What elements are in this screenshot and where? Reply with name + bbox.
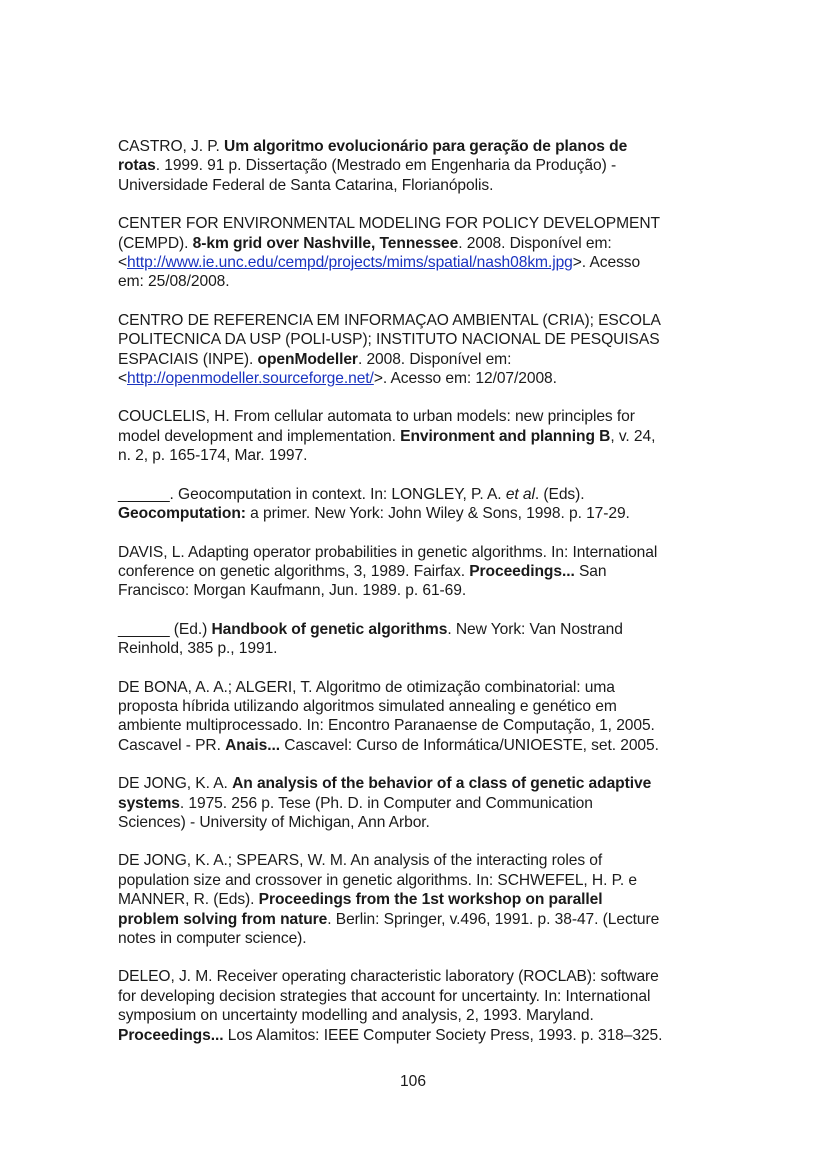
reference-entry (118, 678, 718, 756)
reference-text: conference on genetic algorithms, 3, 1989. Fairfax. (118, 562, 470, 580)
reference-entry (118, 311, 718, 389)
bold-title: problem solving from nature (118, 910, 328, 928)
reference-line (118, 929, 718, 948)
reference-line (118, 253, 718, 272)
reference-line (118, 427, 718, 446)
reference-text: . 2008. Disponível em: (357, 350, 512, 368)
bold-title: Geocomputation: (118, 505, 246, 523)
reference-line (118, 890, 718, 909)
reference-text: MANNER, R. (Eds). (118, 891, 259, 909)
reference-text: Sciences) - University of Michigan, Ann Arbor. (118, 813, 430, 831)
bold-title: openModeller (257, 350, 358, 368)
reference-text: for developing decision strategies that account for uncertainty. In: International (118, 987, 651, 1005)
page-number: 106 (399, 1073, 427, 1090)
bold-title: Environment and planning B (400, 427, 611, 445)
reference-entry (118, 137, 718, 195)
bold-title: Proceedings... (469, 562, 575, 580)
reference-text: DELEO, J. M. Receiver operating characteristic laboratory (ROCLAB): software (118, 968, 659, 986)
reference-entry (118, 851, 718, 948)
reference-line (118, 214, 718, 233)
reference-text: CENTER FOR ENVIRONMENTAL MODELING FOR POLICY DEVELOPMENT (118, 215, 660, 233)
reference-line (118, 350, 718, 369)
reference-text: , v. 24, (610, 427, 656, 445)
reference-entry (118, 967, 718, 1045)
bold-title: rotas (118, 157, 156, 175)
reference-line (118, 678, 718, 697)
reference-text: Reinhold, 385 p., 1991. (118, 640, 278, 658)
reference-text: < (118, 254, 128, 272)
reference-line (118, 716, 718, 735)
bold-title: systems (118, 794, 180, 812)
reference-text: . 1975. 256 p. Tese (Ph. D. in Computer and Communication (179, 794, 593, 812)
bold-title: Um algoritmo evolucionário para geração de planos de (224, 138, 628, 155)
reference-text: Los Alamitos: IEEE Computer Society Press, 1993. p. 318–325. (223, 1026, 663, 1044)
reference-text: CENTRO DE REFERENCIA EM INFORMAÇAO AMBIENTAL (CRIA); ESCOLA (118, 311, 661, 329)
reference-text: . (Eds). (534, 485, 585, 503)
reference-line (118, 369, 718, 388)
reference-text: em: 25/08/2008. (118, 273, 230, 291)
reference-line (118, 1006, 718, 1025)
reference-entry (118, 620, 718, 659)
reference-line (118, 639, 718, 658)
reference-line (118, 504, 718, 523)
reference-line (118, 697, 718, 716)
reference-text: population size and crossover in genetic algorithms. In: SCHWEFEL, H. P. e (118, 871, 638, 889)
reference-entry (118, 774, 718, 832)
reference-text: Universidade Federal de Santa Catarina, Florianópolis. (118, 176, 494, 194)
reference-line (118, 562, 718, 581)
reference-line (118, 330, 718, 349)
reference-text: < (118, 370, 128, 388)
reference-line (118, 774, 718, 793)
reference-text: n. 2, p. 165-174, Mar. 1997. (118, 447, 308, 465)
reference-line (118, 137, 718, 156)
reference-text: DE JONG, K. A. (118, 775, 233, 793)
reference-line (118, 311, 718, 330)
reference-line (118, 485, 718, 504)
reference-line (118, 794, 718, 813)
bold-title: Proceedings... (118, 1026, 224, 1044)
reference-text: CASTRO, J. P. (118, 138, 225, 155)
reference-line (118, 543, 718, 562)
reference-text: COUCLELIS, H. From cellular automata to urban models: new principles for (118, 408, 635, 426)
reference-text: DE JONG, K. A.; SPEARS, W. M. An analysis of the interacting roles of (118, 852, 603, 870)
reference-text: Cascavel: Curso de Informática/UNIOESTE, set. 2005. (279, 736, 659, 754)
reference-line (118, 871, 718, 890)
bold-title: An analysis of the behavior of a class of genetic adaptive (232, 775, 652, 793)
reference-entry (118, 485, 718, 524)
reference-text: ESPACIAIS (INPE). (118, 350, 258, 368)
reference-text: a primer. New York: John Wiley & Sons, 1998. p. 17-29. (245, 505, 630, 523)
bold-title: Handbook of genetic algorithms (211, 620, 448, 638)
reference-line (118, 851, 718, 870)
reference-line (118, 446, 718, 465)
reference-text: ______ (Ed.) (118, 620, 212, 638)
italic-text: et al (505, 485, 535, 503)
reference-line (118, 813, 718, 832)
reference-text: . 1999. 91 p. Dissertação (Mestrado em Engenharia da Produção) - (155, 157, 617, 175)
reference-text: >. Acesso em: 12/07/2008. (373, 370, 557, 388)
bold-title: 8-km grid over Nashville, Tennessee (192, 234, 459, 252)
bold-title: Anais... (225, 736, 280, 754)
reference-text: (CEMPD). (118, 234, 193, 252)
reference-line (118, 736, 718, 755)
reference-text: POLITECNICA DA USP (POLI-USP); INSTITUTO NACIONAL DE PESQUISAS (118, 331, 660, 349)
reference-line (118, 967, 718, 986)
reference-text: ______. Geocomputation in context. In: LONGLEY, P. A. (118, 485, 506, 503)
reference-line (118, 1026, 718, 1045)
reference-text: >. Acesso (572, 254, 641, 272)
reference-line (118, 176, 718, 195)
reference-text: model development and implementation. (118, 427, 401, 445)
reference-text: . 2008. Disponível em: (458, 234, 612, 252)
reference-line (118, 581, 718, 600)
reference-entry (118, 214, 718, 292)
reference-text: notes in computer science). (118, 930, 307, 947)
reference-line (118, 620, 718, 639)
reference-entry (118, 407, 718, 465)
reference-line (118, 156, 718, 175)
url-link[interactable]: http://openmodeller.sourceforge.net/ (127, 370, 374, 388)
reference-list (118, 137, 718, 1064)
reference-text: . New York: Van Nostrand (447, 620, 623, 638)
reference-text: DE BONA, A. A.; ALGERI, T. Algoritmo de otimização combinatorial: uma (118, 678, 615, 696)
url-link[interactable]: http://www.ie.unc.edu/cempd/projects/mims/spatial/nash08km.jpg (127, 254, 573, 272)
reference-line (118, 407, 718, 426)
reference-line (118, 910, 718, 929)
reference-text: Francisco: Morgan Kaufmann, Jun. 1989. p. 61-69. (118, 582, 467, 600)
reference-text: San (574, 562, 607, 580)
reference-text: . Berlin: Springer, v.496, 1991. p. 38-47. (Lecture (327, 910, 660, 928)
reference-line (118, 987, 718, 1006)
reference-entry (118, 543, 718, 601)
reference-line (118, 272, 718, 291)
reference-text: symposium on uncertainty modelling and analysis, 2, 1993. Maryland. (118, 1007, 594, 1025)
bold-title: Proceedings from the 1st workshop on parallel (258, 891, 603, 909)
reference-text: Cascavel - PR. (118, 736, 226, 754)
reference-text: ambiente multiprocessado. In: Encontro Paranaense de Computação, 1, 2005. (118, 717, 655, 735)
reference-text: DAVIS, L. Adapting operator probabilities in genetic algorithms. In: International (118, 543, 658, 561)
reference-line (118, 234, 718, 253)
reference-text: proposta híbrida utilizando algoritmos simulated annealing e genético em (118, 697, 617, 715)
